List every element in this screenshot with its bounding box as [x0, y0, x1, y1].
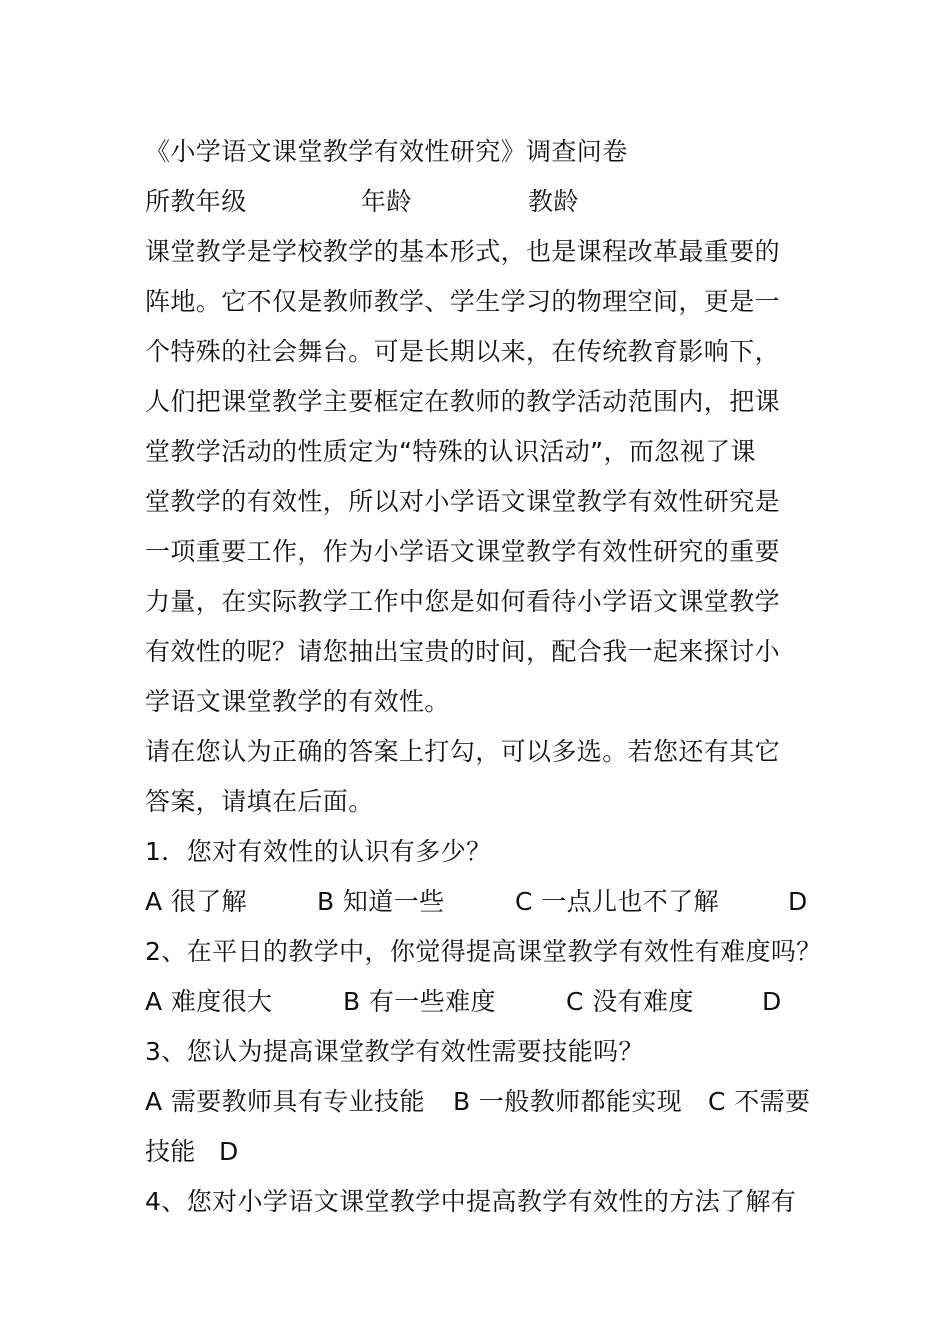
option-a: A 很了解	[145, 887, 248, 916]
option-c: C 没有难度	[566, 987, 694, 1016]
option-c: C 一点儿也不了解	[515, 887, 720, 916]
intro-line: 课堂教学是学校教学的基本形式，也是课程改革最重要的	[145, 237, 781, 266]
intro-line: 力量，在实际教学工作中您是如何看待小学语文课堂教学	[145, 587, 781, 616]
option-d: D	[762, 987, 782, 1016]
question-1-text: 1．您对有效性的认识有多少？	[145, 837, 492, 866]
question-3-options-continued	[145, 1135, 445, 1169]
question-2-text: 2、在平日的教学中，你觉得提高课堂教学有效性有难度吗？	[145, 937, 822, 966]
question-3-text: 3、您认为提高课堂教学有效性需要技能吗？	[145, 1037, 644, 1066]
intro-line: 堂教学的有效性，所以对小学语文课堂教学有效性研究是	[145, 487, 781, 516]
option-d: D	[788, 887, 808, 916]
grade-field-label: 所教年级	[145, 187, 247, 216]
intro-line: 学语文课堂教学的有效性。	[145, 687, 450, 716]
teaching-years-field-label: 教龄	[528, 187, 579, 216]
option-a: A 难度很大	[145, 987, 273, 1016]
intro-line: 人们把课堂教学主要框定在教师的教学活动范围内，把课	[145, 387, 781, 416]
survey-title: 《小学语文课堂教学有效性研究》调查问卷	[145, 137, 628, 166]
info-fields-row	[145, 185, 845, 219]
option-a: A 需要教师具有专业技能	[145, 1087, 425, 1116]
option-c: C 不需要	[708, 1087, 811, 1116]
question-1-options	[145, 885, 815, 919]
question-4-text: 4、您对小学语文课堂教学中提高教学有效性的方法了解有	[145, 1187, 797, 1216]
question-2-options	[145, 985, 815, 1019]
option-d: D	[219, 1137, 239, 1166]
intro-line: 有效性的呢？请您抽出宝贵的时间，配合我一起来探讨小	[145, 637, 781, 666]
question-3-options	[145, 1085, 815, 1119]
age-field-label: 年龄	[361, 187, 412, 216]
option-b: B 有一些难度	[343, 987, 496, 1016]
option-c-continued: 技能	[145, 1137, 196, 1166]
instruction-line: 请在您认为正确的答案上打勾，可以多选。若您还有其它	[145, 737, 781, 766]
intro-line: 阵地。它不仅是教师教学、学生学习的物理空间，更是一	[145, 287, 781, 316]
intro-line: 一项重要工作，作为小学语文课堂教学有效性研究的重要	[145, 537, 781, 566]
instruction-line: 答案，请填在后面。	[145, 787, 374, 816]
intro-line: 个特殊的社会舞台。可是长期以来，在传统教育影响下，	[145, 337, 781, 366]
intro-line: 堂教学活动的性质定为“特殊的认识活动”，而忽视了课	[145, 437, 756, 466]
option-b: B 知道一些	[317, 887, 445, 916]
option-b: B 一般教师都能实现	[453, 1087, 683, 1116]
